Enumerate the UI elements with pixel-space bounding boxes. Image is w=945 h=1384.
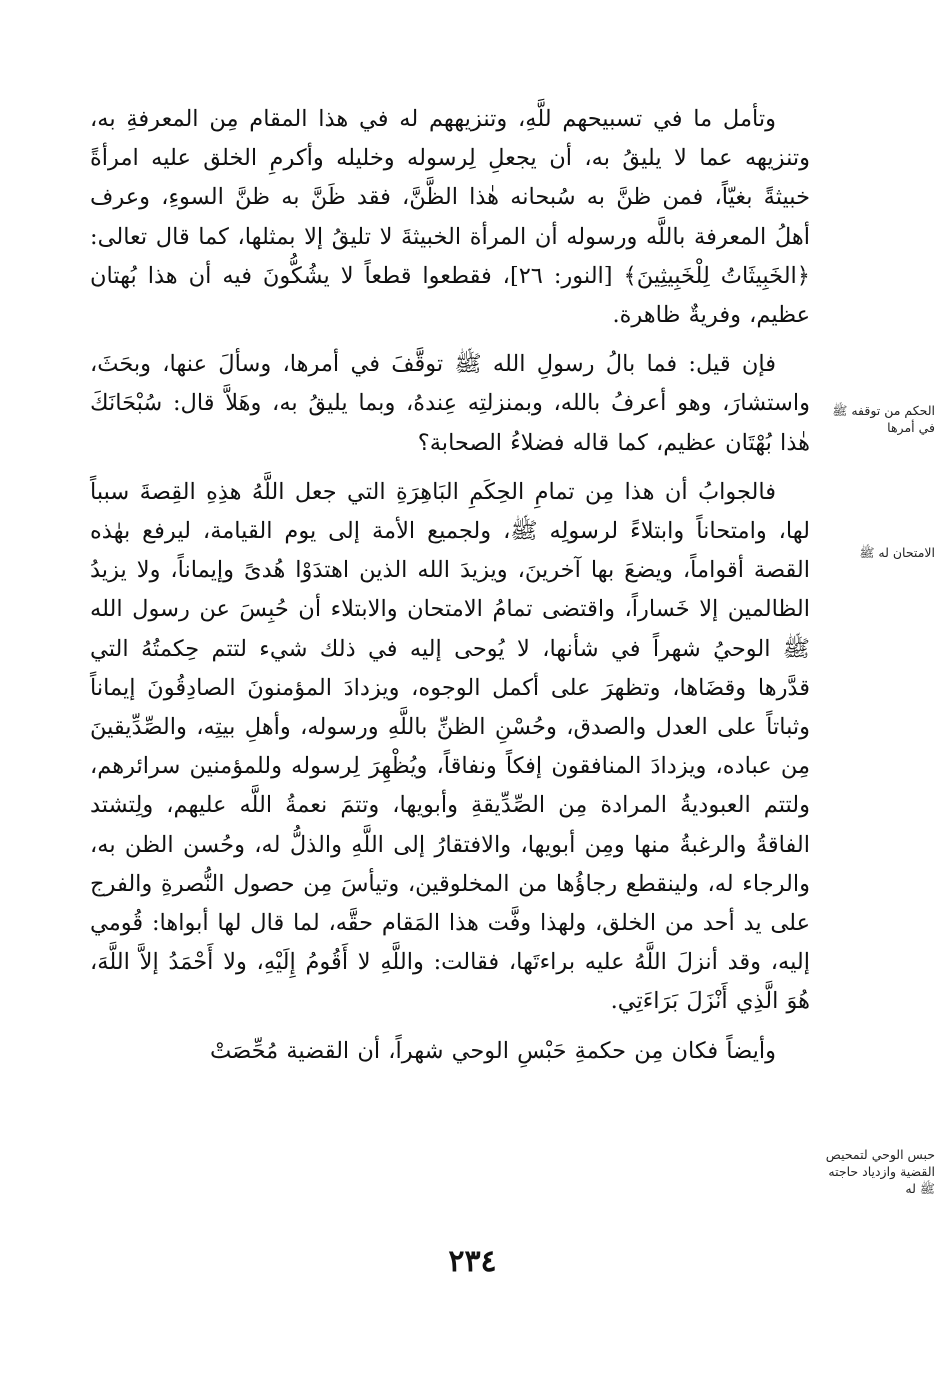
paragraph-4 (90, 1032, 810, 1071)
main-text-column (90, 100, 810, 1071)
paragraph-3-text: فالجوابُ أن هذا مِن تمامِ الحِكَمِ البَاهِرَةِ التي جعل اللَّهُ هذِهِ القِصةَ سبباً لها، وامتحاناً وابتلاءً لرسولِه ﷺ، ولجميع الأمة إلى يوم القيامة، ليرفع بهٰذه القصة أقواماً، ويضعَ بها آخرينَ، ويزيدَ الله الذين اهتدَوْا هُدىً وإيماناً، ولا يزيدُ الظالمين إلا خَساراً، واقتضى تمامُ الامتحان والابتلاء أن حُبِسَ عن رسول الله ﷺ الوحيُ شهراً في شأنها، لا يُوحى إليه في ذلك شيء لتتم حِكمتُهُ التي قدَّرها وقضَاها، وتظهرَ على أكمل الوجوه، ويزدادَ المؤمنونَ الصادِقُونَ إيماناً وثباتاً على العدل والصدق، وحُسْنِ الظنِّ باللَّهِ ورسوله، وأهلِ بيتِه، والصِّدِّيقينَ مِن عباده، ويزدادَ المنافقون إفكاً ونفاقاً، ويُظْهِرَ لِرسوله وللمؤمنين سرائرهم، ولتتم العبوديةُ المرادة مِن الصِّدِّيقةِ وأبويها، وتتمَ نعمةُ اللَّه عليهم، ولِتشتد الفاقةُ والرغبةُ منها ومِن أبويها، والافتقارُ إلى اللَّهِ والذلُّ له، وحُسن الظن به، والرجاء له، ولينقطع رجاؤُها من المخلوقين، وتيأسَ مِن حصول النُّصرةِ والفرج على يد أحد من الخلق، ولهذا وفَّت هذا المَقام حقَّه، لما قال لها أبواها: قُومي إليه، وقد أنزلَ اللَّهُ عليه براءتَها، فقالت: واللَّهِ لا أَقُومُ إِلَيْهِ، ولا أَحْمَدُ إلاَّ اللَّهَ، هُوَ الَّذِي أَنْزَلَ بَرَاءَتِي. (90, 478, 810, 1015)
paragraph-4-text: وأيضاً فكان مِن حكمةِ حَبْسِ الوحي شهراً، أن القضية مُحِّصَتْ (210, 1037, 776, 1064)
paragraph-1 (90, 100, 810, 335)
margin-note-trial: الامتحان له ﷺ (859, 545, 935, 560)
paragraph-1-text: وتأمل ما في تسبيحهم للَّهِ، وتنزيههم له في هذا المقام مِن المعرفةِ به، وتنزيهه عما لا يليقُ به، أن يجعلِ لِرسوله وخليله وأكرمِ الخلق عليه امرأةً خبيثةً بغيّاً، فمن ظنَّ به سُبحانه هٰذا الظَّنَّ، فقد ظَنَّ به ظنَّ السوءِ، وعرف أهلُ المعرفة باللَّه ورسوله أن المرأة الخبيثةَ لا تليقُ إلا بمثلها، كما قال تعالى: ﴿الخَبِيثَاتُ لِلْخَبِيثِينَ﴾ [النور: ٢٦]، فقطعوا قطعاً لا يشُكُّونَ فيه أن هذا بُهتان عظيم، وفريةٌ ظاهرة. (90, 106, 810, 329)
paragraph-2-text: فإن قيل: فما بالُ رسولِ الله ﷺ توقَّفَ في أمرها، وسألَ عنها، وبحَثَ، واستشارَ، وهو أعرفُ بالله، وبمنزلتِه عِندهُ، وبما يليقُ به، وهَلاَّ قال: سُبْحَانَكَ هٰذا بُهْتَان عظيم، كما قاله فضلاءُ الصحابة؟ (90, 351, 810, 456)
margin-note-revelation-pause: حبس الوحي لتمحيص القضية وازدياد حاجته ﷺ له (825, 1147, 935, 1196)
paragraph-3 (90, 473, 810, 1022)
paragraph-2 (90, 345, 810, 463)
margin-note-ruling: الحكم من توقفه ﷺ في أمرها (832, 403, 935, 435)
page-number: ٢٣٤ (448, 1244, 497, 1279)
